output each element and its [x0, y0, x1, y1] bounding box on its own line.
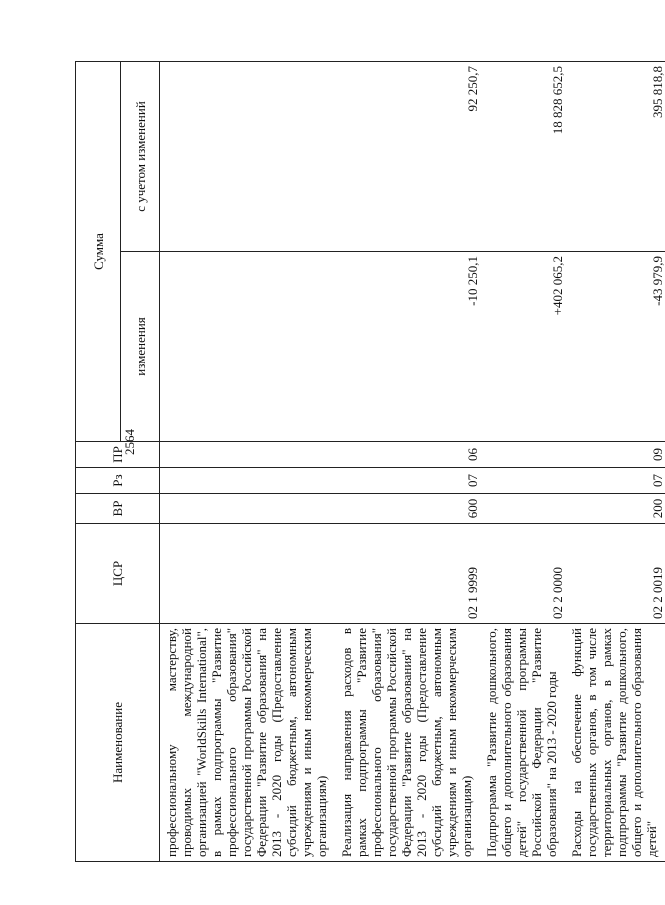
- row-rz: 07: [565, 468, 665, 494]
- table-row: [335, 62, 480, 862]
- row-csr: 02 2 0019: [565, 524, 665, 624]
- row-rz: 07: [335, 468, 480, 494]
- row-vr: 200: [565, 494, 665, 524]
- row-pr: [160, 442, 336, 468]
- table-row: [160, 62, 336, 862]
- row-changes: -43 979,9: [565, 252, 665, 442]
- row-with-changes: 18 828 652,5: [480, 62, 565, 252]
- row-vr: 600: [335, 494, 480, 524]
- row-changes: -10 250,1: [335, 252, 480, 442]
- table-row: [565, 62, 665, 862]
- row-changes: [160, 252, 336, 442]
- row-with-changes: 92 250,7: [335, 62, 480, 252]
- row-pr: [480, 442, 565, 468]
- row-csr: [160, 524, 336, 624]
- row-name: Расходы на обеспечение функций государственных органов, в том числе территориальных органов, в рамках подпрограммы "Развитие дошкольного, общего и дополнительного образования детей": [565, 624, 665, 862]
- row-name: Подпрограмма "Развитие дошкольного, общего и дополнительного образования детей" государственной программы Российской Федерации "Развитие образования" на 2013 - 2020 годы: [480, 624, 565, 862]
- row-csr: 02 1 9999: [335, 524, 480, 624]
- header-pr: ПР: [76, 442, 160, 468]
- row-with-changes: [160, 62, 336, 252]
- budget-table: [75, 61, 665, 862]
- row-vr: [160, 494, 336, 524]
- row-pr: 09: [565, 442, 665, 468]
- row-pr: 06: [335, 442, 480, 468]
- page-number: 2564: [122, 429, 137, 455]
- header-csr: ЦСР: [76, 524, 160, 624]
- row-rz: [160, 468, 336, 494]
- row-name: Реализация направления расходов в рамках подпрограммы "Развитие профессионального образования" государственной программы Российской Федерации "Развитие образования" на 2013 - 2020 годы (Предоставление субсидий бюджетным, автономным учреждениям и иным некоммерческим организациям): [335, 624, 480, 862]
- header-changes: изменения: [121, 252, 160, 442]
- header-rz: Рз: [76, 468, 160, 494]
- row-name: профессиональному мастерству, проводимых международной организацией "WorldSkills International", в рамках подпрограммы "Развитие профессионального образования" государственной программы Российской Федерации "Развитие образования" на 2013 - 2020 годы (Предоставление субсидий бюджетным, автономным учреждениям и иным некоммерческим организациям): [160, 624, 336, 862]
- header-name: Наименование: [76, 624, 160, 862]
- header-vr: ВР: [76, 494, 160, 524]
- row-rz: [480, 468, 565, 494]
- header-sum-group: Сумма: [76, 62, 121, 442]
- row-csr: 02 2 0000: [480, 524, 565, 624]
- budget-table-frame: [75, 62, 665, 862]
- header-with-changes: с учетом изменений: [121, 62, 160, 252]
- table-row: [480, 62, 565, 862]
- row-with-changes: 395 818,8: [565, 62, 665, 252]
- row-vr: [480, 494, 565, 524]
- row-changes: +402 065,2: [480, 252, 565, 442]
